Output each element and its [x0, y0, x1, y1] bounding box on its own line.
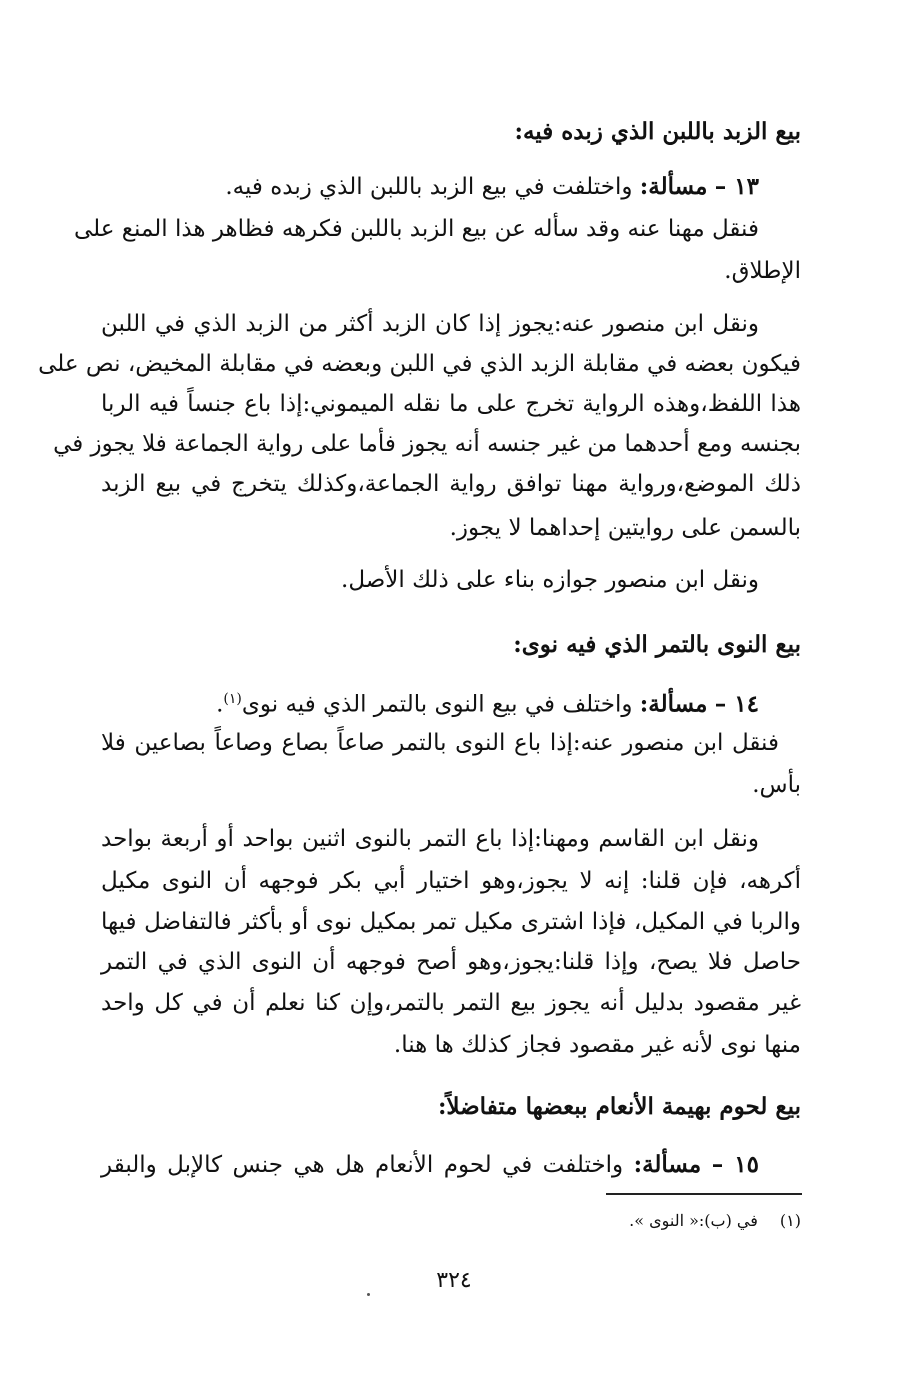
text-line: ونقل ابن منصور عنه:يجوز إذا كان الزبد أكثر من الزبد الذي في اللبن [101, 311, 759, 337]
section-heading: بيع النوى بالتمر الذي فيه نوى: [513, 631, 801, 658]
text-line: فنقل مهنا عنه وقد سأله عن بيع الزبد باللبن فكرهه فظاهر هذا المنع على [73, 216, 759, 242]
text-line: ونقل ابن القاسم ومهنا:إذا باع التمر بالنوى اثنين بواحد أو أربعة بواحد [101, 826, 759, 852]
section-heading: بيع الزبد باللبن الذي زبده فيه: [514, 118, 801, 145]
masala-word: مسألة: [639, 690, 708, 718]
footnote-text: في (ب):« النوى ». [629, 1211, 758, 1230]
masala-line [101, 684, 759, 720]
masala-text: واختلف في بيع النوى بالتمر الذي فيه نوى [241, 691, 633, 718]
text-line: بأس. [752, 772, 801, 798]
footnote [101, 1210, 801, 1232]
page-number: ٣٢٤ [436, 1268, 472, 1293]
text-line: ذلك الموضع،ورواية مهنا توافق رواية الجماعة،وكذلك يتخرج في بيع الزبد [101, 471, 801, 497]
text-line: بجنسه ومع أحدهما من غير جنسه أنه يجوز فأما على رواية الجماعة فلا يجوز في [53, 431, 801, 457]
footnote-separator [606, 1193, 802, 1195]
masala-text: واختلفت في بيع الزبد باللبن الذي زبده فيه. [225, 174, 633, 200]
text-line: هذا اللفظ،وهذه الرواية تخرج على ما نقله الميموني:إذا باع جنساً فيه الربا [101, 391, 801, 417]
masala-word: مسألة: [633, 1151, 702, 1178]
text-line: فيكون بعضه في مقابلة الزبد الذي في اللبن وبعضه في مقابلة المخيض، نص على [38, 351, 801, 377]
stray-mark [367, 1293, 370, 1296]
text-line: حاصل فلا يصح، وإذا قلنا:يجوز،وهو أصح فوجهه أن النوى الذي في التمر [101, 949, 801, 975]
text-line: والربا في المكيل، فإذا اشترى مكيل تمر بمكيل نوى أو بأكثر فالتفاضل فيها [101, 909, 801, 935]
masala-line [101, 1150, 759, 1180]
text-line: بالسمن على روايتين إحداهما لا يجوز. [449, 515, 801, 541]
masala-text: واختلفت في لحوم الأنعام هل هي جنس كالإبل والبقر [101, 1152, 624, 1178]
section-heading: بيع لحوم بهيمة الأنعام ببعضها متفاضلاً: [437, 1093, 801, 1120]
footnote-number: (١) [779, 1211, 801, 1230]
text-line: غير مقصود بدليل أنه يجوز بيع التمر بالتمر،وإن كنا نعلم أن في كل واحد [101, 990, 801, 1016]
text-line: الإطلاق. [724, 258, 801, 284]
text-line: ونقل ابن منصور جوازه بناء على ذلك الأصل. [341, 567, 759, 593]
text-line: منها نوى لأنه غير مقصود فجاز كذلك ها هنا. [393, 1032, 801, 1058]
masala-number: ١٤ – [714, 690, 759, 718]
masala-number: ١٣ – [714, 173, 759, 200]
masala-end: . [216, 691, 224, 718]
text-line: فنقل ابن منصور عنه:إذا باع النوى بالتمر صاعاً بصاع وصاعاً بصاعين فلا [101, 730, 779, 756]
masala-number: ١٥ – [711, 1151, 760, 1178]
masala-word: مسألة: [639, 173, 708, 200]
footnote-reference: (١) [223, 691, 242, 707]
masala-line [101, 172, 759, 202]
text-line: أكرهه، فإن قلنا: إنه لا يجوز،وهو اختيار أبي بكر فوجهه أن النوى مكيل [101, 868, 801, 894]
